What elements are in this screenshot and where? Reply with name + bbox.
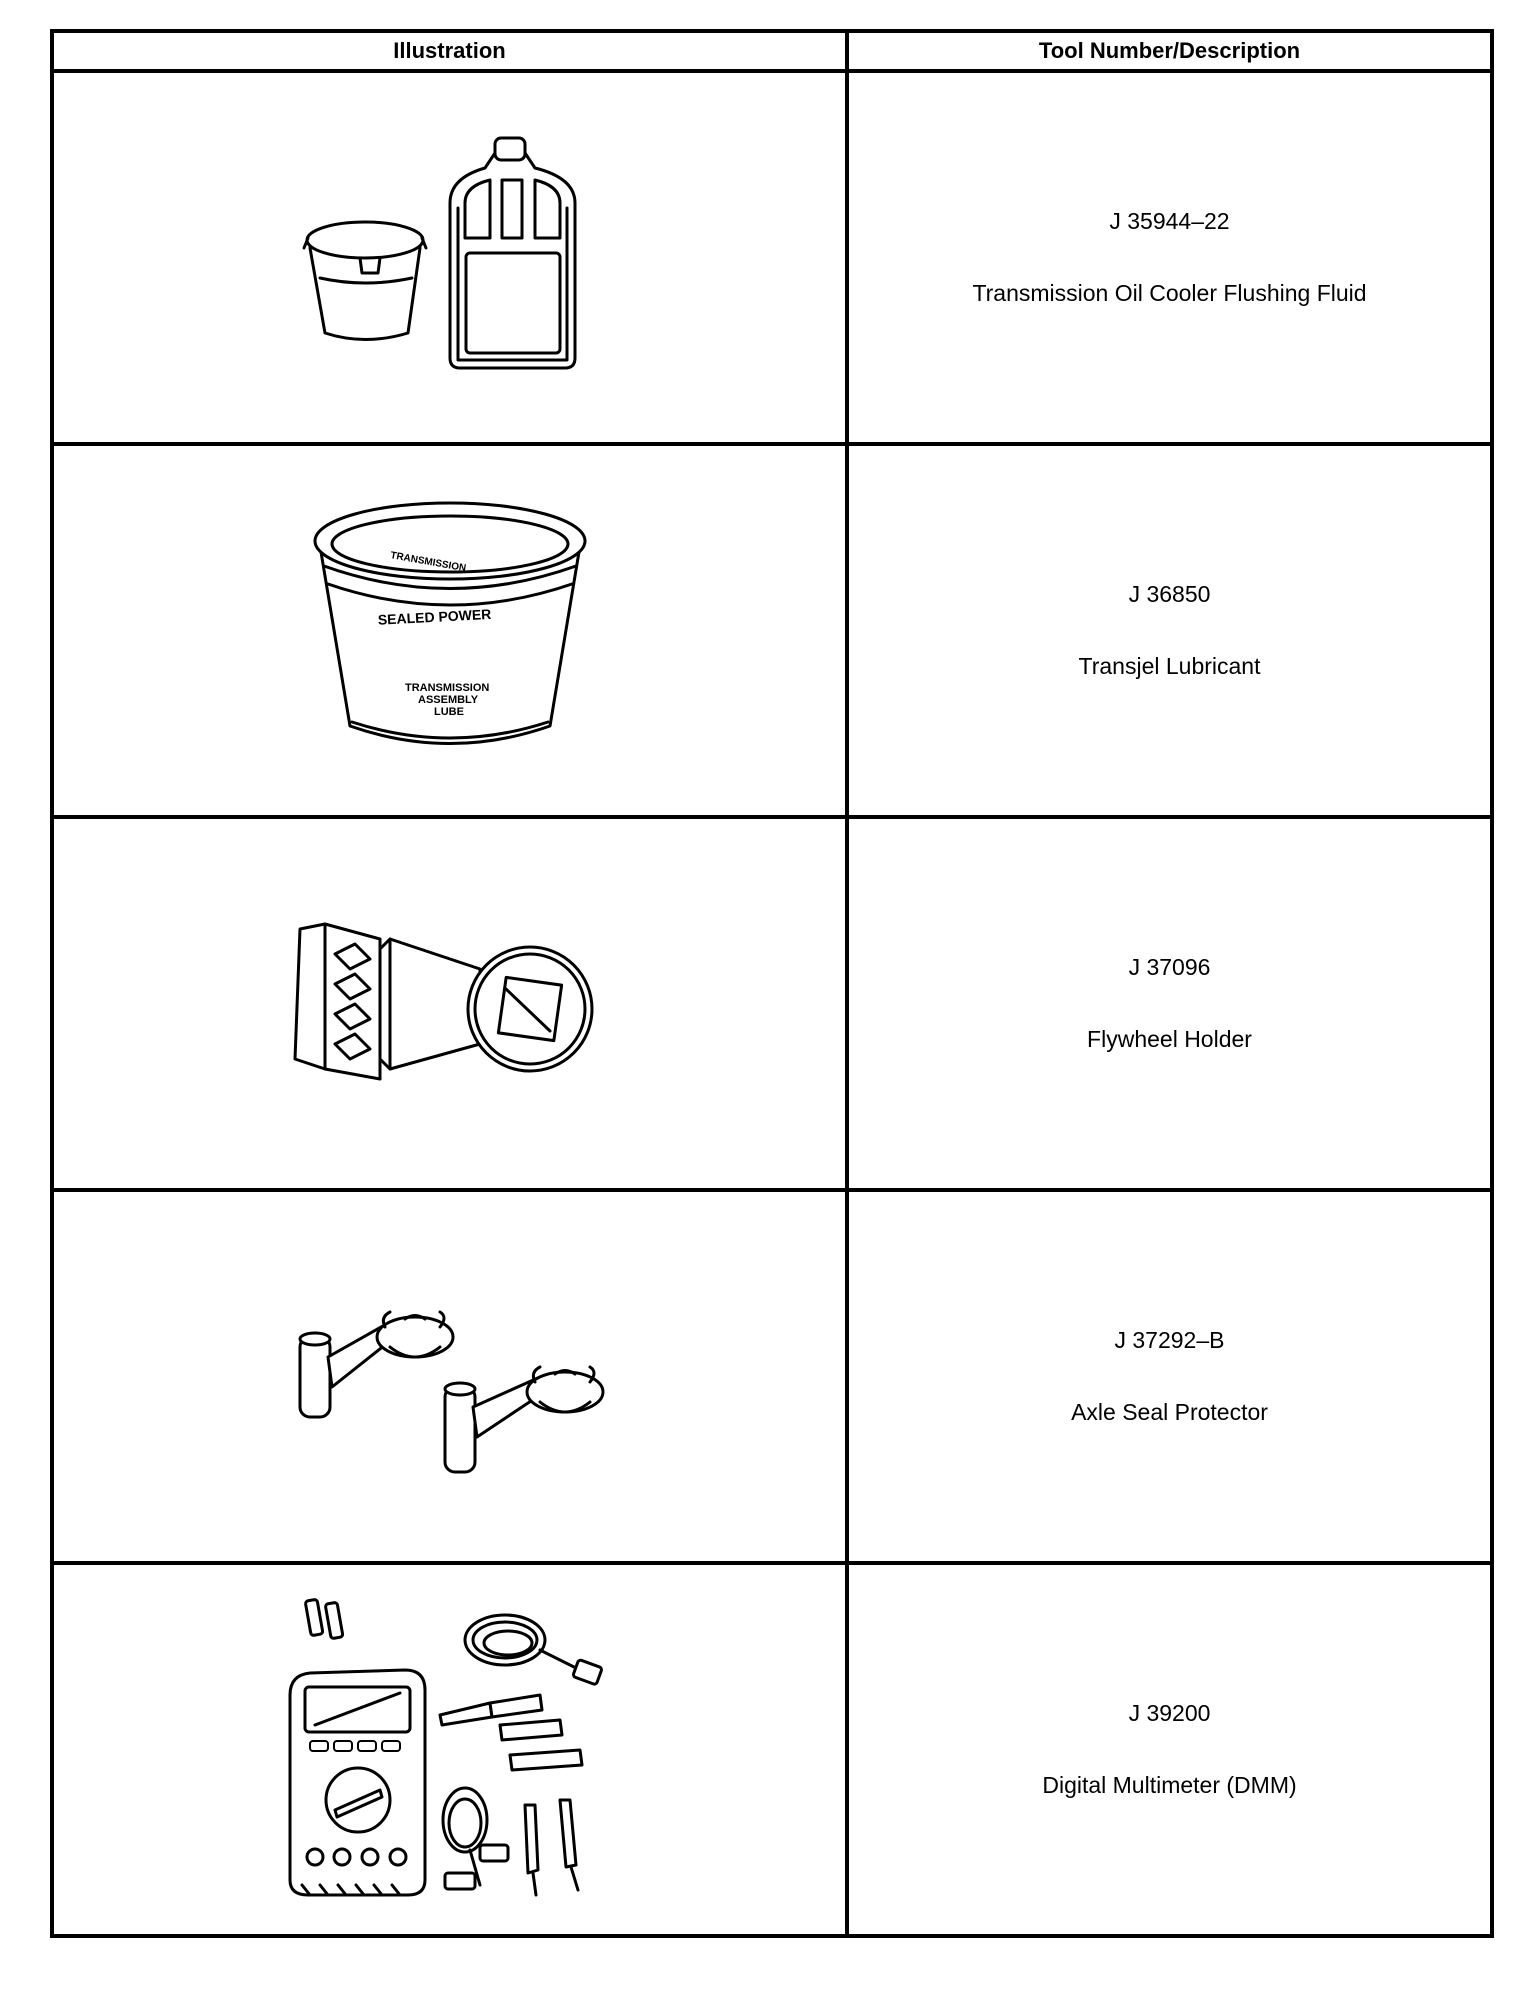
tool-number: J 37096: [1128, 954, 1211, 980]
table-row: [52, 1563, 1492, 1936]
tool-description-cell: [847, 71, 1492, 444]
table-row: [52, 71, 1492, 444]
tool-number: J 39200: [1128, 1700, 1211, 1726]
table-row: [52, 817, 1492, 1190]
tool-number: J 35944–22: [1109, 208, 1230, 234]
tool-description-cell: [847, 817, 1492, 1190]
lubricant-tub-illustration: [300, 486, 600, 776]
illustration-cell: [52, 817, 847, 1190]
illustration-cell: [52, 444, 847, 817]
flywheel-holder-illustration: [280, 919, 620, 1089]
tub-lid-label: TRANSMISSION: [388, 549, 467, 574]
illustration-cell: [52, 71, 847, 444]
tub-brand-label: SEALED POWER: [376, 605, 492, 628]
tool-description-cell: [847, 1190, 1492, 1563]
tool-number: J 36850: [1128, 581, 1211, 607]
tool-description: Digital Multimeter (DMM): [1042, 1772, 1297, 1798]
tub-product-label-2: ASSEMBLY: [417, 693, 478, 706]
tub-product-label-1: TRANSMISSION: [404, 681, 489, 694]
tool-description: Transmission Oil Cooler Flushing Fluid: [972, 280, 1367, 306]
illustration-cell: [52, 1190, 847, 1563]
tool-description: Flywheel Holder: [1087, 1026, 1252, 1052]
special-tools-table: [50, 29, 1494, 1938]
tool-description-cell: [847, 1563, 1492, 1936]
table-row: [52, 1190, 1492, 1563]
tub-product-label-3: LUBE: [433, 705, 464, 718]
table-row: [52, 444, 1492, 817]
tool-description-cell: [847, 444, 1492, 817]
digital-multimeter-kit-illustration: [280, 1595, 620, 1905]
tool-column-header: Tool Number/Description: [847, 31, 1492, 71]
tool-description: Axle Seal Protector: [1071, 1399, 1268, 1425]
table-header-row: [52, 31, 1492, 71]
illustration-cell: [52, 1563, 847, 1936]
illustration-column-header: Illustration: [52, 31, 847, 71]
tool-description: Transjel Lubricant: [1078, 653, 1261, 679]
flushing-fluid-bucket-and-jug-illustration: [290, 128, 610, 388]
tool-number: J 37292–B: [1114, 1327, 1225, 1353]
axle-seal-protector-illustration: [280, 1267, 620, 1487]
